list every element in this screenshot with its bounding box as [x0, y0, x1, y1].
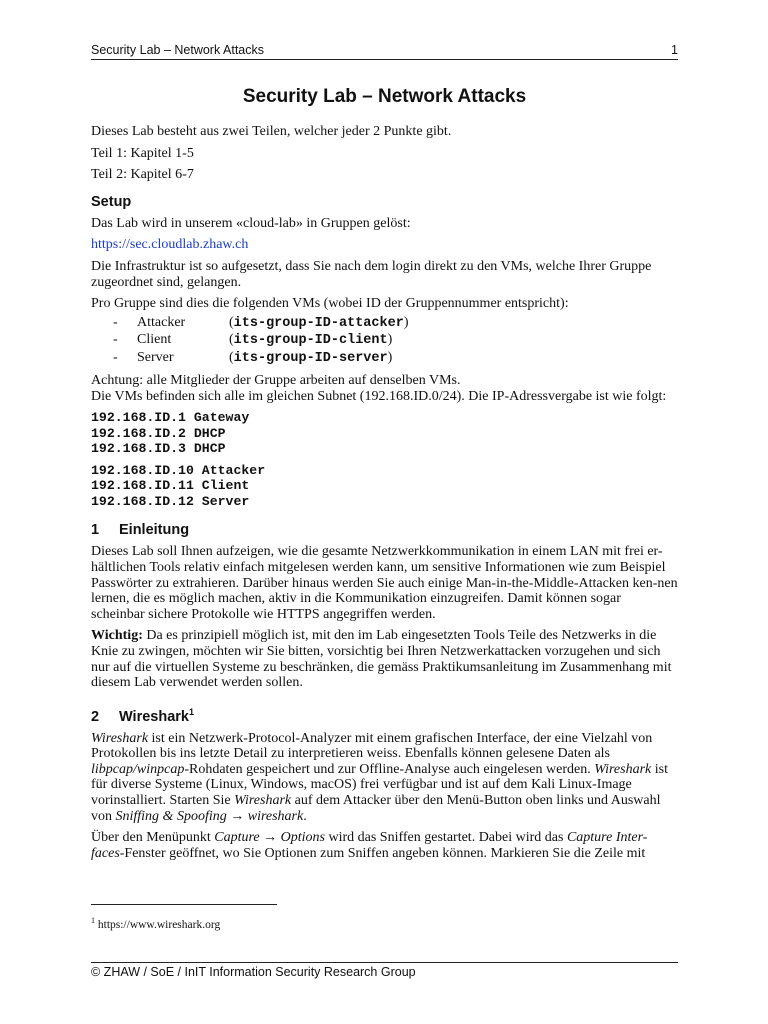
section-1-paragraph-1: Dieses Lab soll Ihnen aufzeigen, wie die gesamte Netzwerkkommunikation in einem LAN mit frei er-hältlichen Tools relativ einfach mitgelesen werden kann, um sensitive Informationen wie zum Beispiel Passwörter zu extrahieren. Darüber hinaus werden Sie auch einige Man-in-the-Middle-Attacken ken-nen lernen, die es möglich machen, aktiv in die Kommunikation einzugreifen. Damit können sogar scheinbar sichere Protokolle wie HTTPS angegriffen werden. — [91, 544, 678, 622]
vm-list-item — [91, 315, 678, 333]
vm-id: (its-group-ID-server) — [229, 349, 393, 366]
ip-line: 192.168.ID.2 DHCP — [91, 425, 226, 441]
subnet-line: Die VMs befinden sich alle im gleichen Subnet (192.168.ID.0/24). Die IP-Adressvergabe ist wie folgt: — [91, 388, 667, 404]
vm-list — [91, 315, 678, 368]
cloudlab-link[interactable]: https://sec.cloudlab.zhaw.ch — [91, 237, 249, 253]
intro-part2: Teil 2: Kapitel 6-7 — [91, 167, 194, 183]
footnote-divider — [91, 904, 277, 905]
list-dash: - — [113, 332, 118, 348]
ip-line: 192.168.ID.11 Client — [91, 478, 250, 494]
setup-paragraph-3: Pro Gruppe sind dies die folgenden VMs (wobei ID der Gruppennummer entspricht): — [91, 296, 569, 312]
important-label: Wichtig: — [91, 628, 143, 644]
cloudlab-link-paragraph — [91, 237, 678, 253]
vm-id: (its-group-ID-attacker) — [229, 314, 409, 331]
vm-list-item — [91, 332, 678, 350]
list-dash: - — [113, 349, 118, 365]
section-1-paragraph-2: Wichtig: Da es prinzipiell möglich ist, mit den im Lab eingesetzten Tools Teile des Netzwerks in die Knie zu zwingen, möchten wir Sie bitten, vorsichtig bei Ihren Netzwerkattacken vorzugehen und sich nur auf die virtuellen Systeme zu beschränken, die gemäss Praktikumsanleitung im Zusammenhang mit diesem Lab verwendet werden sollen. — [91, 628, 672, 691]
footnote-ref: 1 — [189, 706, 195, 717]
document-title: Security Lab – Network Attacks — [242, 86, 527, 107]
footnote: $^1$ https://www.wireshark.org — [91, 916, 221, 931]
vm-list-item — [91, 350, 678, 368]
setup-paragraph-1: Das Lab wird in unserem «cloud-lab» in Gruppen gelöst: — [91, 215, 411, 231]
ip-line: 192.168.ID.12 Server — [91, 493, 250, 509]
vm-name: Server — [137, 349, 174, 365]
list-dash: - — [113, 314, 118, 330]
section-2-heading: 2 Wireshark$^1$ — [91, 706, 195, 725]
vm-name: Attacker — [137, 314, 186, 330]
page-header — [91, 42, 678, 60]
page-footer: © ZHAW / SoE / InIT Information Security Research Group — [91, 962, 678, 980]
ip-block-vms — [91, 463, 678, 510]
vm-id: (its-group-ID-client) — [229, 332, 393, 349]
header-title: Security Lab – Network Attacks — [91, 43, 264, 57]
ip-line: 192.168.ID.1 Gateway — [91, 410, 250, 426]
intro-part1: Teil 1: Kapitel 1-5 — [91, 145, 194, 161]
ip-line: 192.168.ID.3 DHCP — [91, 441, 226, 457]
section-1-heading: 1 Einleitung — [91, 522, 190, 539]
warning-line: Achtung: alle Mitglieder der Gruppe arbeiten auf denselben VMs. — [91, 373, 461, 389]
page-number: 1 — [671, 43, 678, 57]
ip-block-infrastructure — [91, 410, 678, 457]
setup-heading: Setup — [91, 193, 132, 210]
document-body — [91, 86, 678, 867]
ip-line: 192.168.ID.10 Attacker — [91, 462, 266, 478]
setup-paragraph-2: Die Infrastruktur ist so aufgesetzt, dass Sie nach dem login direkt zu den VMs, welche Ihrer Gruppe zugeordnet sind, gelangen. — [91, 258, 652, 290]
vm-name: Client — [137, 332, 172, 348]
section-2-paragraph-2: Über den Menüpunkt Capture → Options wird das Sniffen gestartet. Dabei wird das Capture Inter-faces-Fenster geöffnet, wo Sie Optionen zum Sniffen angeben können. Markieren Sie die Zeile mit — [91, 830, 648, 861]
section-2-paragraph-1: Wireshark ist ein Netzwerk-Protocol-Analyzer mit einem grafischen Interface, der eine Vielzahl von Protokollen bis ins letzte Detail zu interpretieren weiss. Ebenfalls können gelesene Daten als libpcap/winpcap-Rohdaten gespeichert und zur Offline-Analyse auch eingelesen werden. Wireshark ist für diverse Systeme (Linux, Windows, macOS) frei verfügbar und ist auf dem Kali Linux-Image vorinstalliert. Starten Sie Wireshark auf dem Attacker über den Menü-Button oben links und Auswahl von Sniffing & Spoofing → wireshark. — [91, 730, 668, 824]
intro-paragraph: Dieses Lab besteht aus zwei Teilen, welcher jeder 2 Punkte gibt. — [91, 124, 452, 139]
